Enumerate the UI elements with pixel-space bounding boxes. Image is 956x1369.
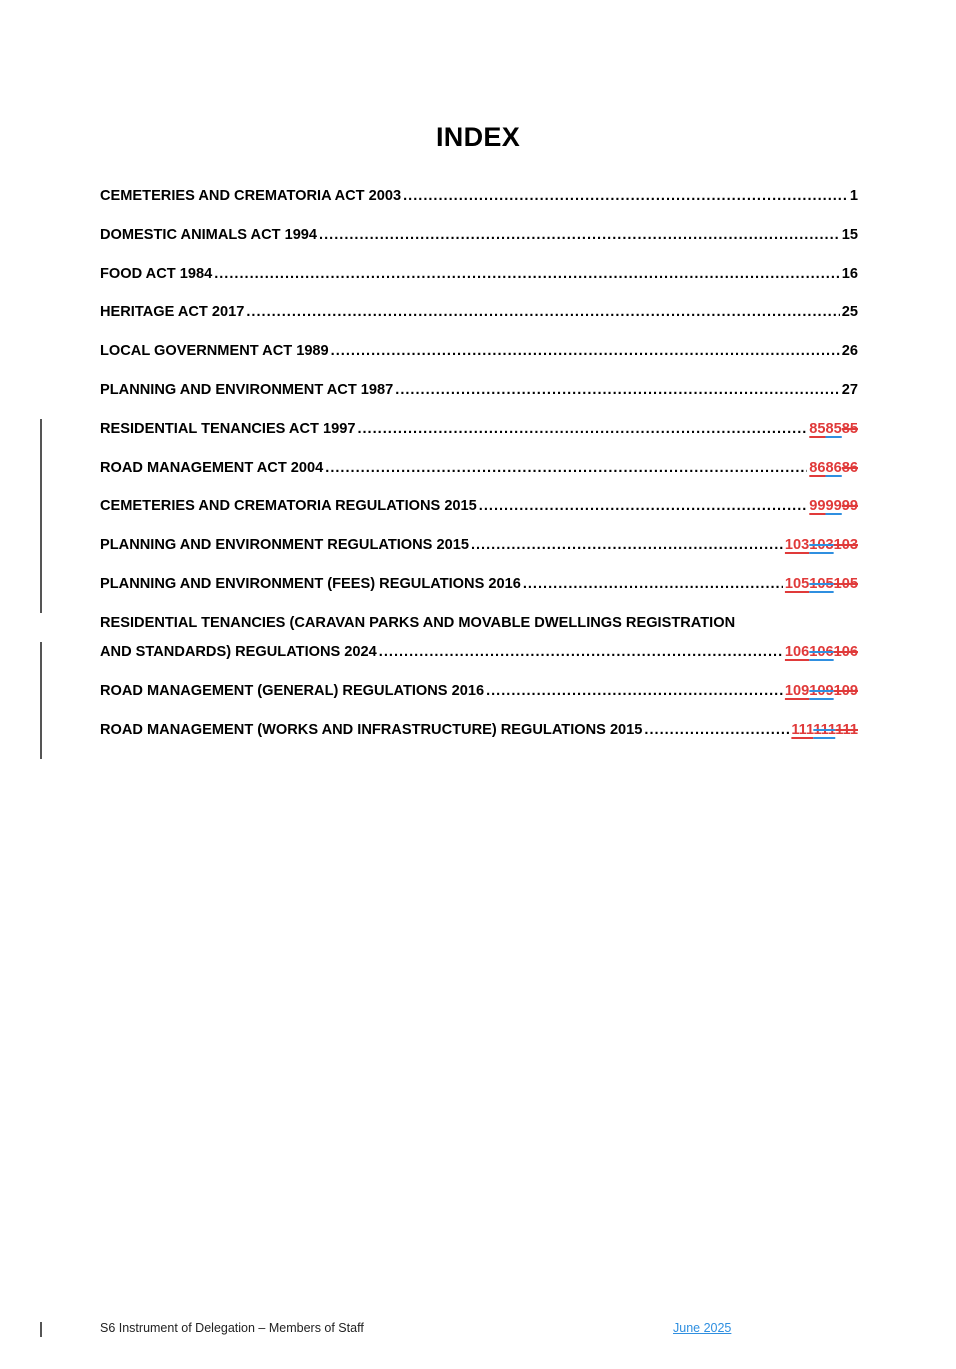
toc-leader-dots (403, 185, 848, 207)
deleted-page-number: 105 (833, 575, 858, 592)
toc-entry[interactable] (100, 534, 858, 573)
toc-entry[interactable] (100, 457, 858, 496)
deleted-page-number: 85 (841, 420, 858, 437)
inserted-page-number-revision: 86 (825, 459, 842, 476)
inserted-page-number-revision: 106 (809, 643, 834, 660)
toc-page-number[interactable] (809, 418, 858, 440)
toc-entry[interactable] (100, 680, 858, 719)
toc-page-number[interactable] (785, 641, 858, 663)
deleted-page-number: 99 (841, 498, 858, 515)
toc-leader-dots (214, 263, 840, 285)
inserted-page-number-revision: 103 (809, 537, 834, 554)
toc-page-number[interactable] (785, 534, 858, 556)
toc-leader-dots (479, 495, 808, 517)
toc-entry-title[interactable]: RESIDENTIAL TENANCIES ACT 1997 (100, 420, 356, 437)
toc-entry[interactable] (100, 573, 858, 612)
inserted-page-number-revision: 85 (825, 420, 842, 437)
change-bar (40, 1322, 42, 1337)
inserted-page-number-revision: 99 (825, 498, 842, 515)
toc-leader-dots (357, 418, 807, 440)
toc-entry[interactable] (100, 263, 858, 302)
toc-entry[interactable] (100, 612, 858, 671)
toc-leader-dots (331, 340, 840, 362)
toc-entry-title[interactable]: ROAD MANAGEMENT (WORKS AND INFRASTRUCTURE) REGULATIONS 2015 (100, 721, 643, 738)
toc-leader-dots (379, 641, 783, 663)
inserted-page-number-revision: 111 (813, 721, 836, 738)
toc-leader-dots (325, 457, 807, 479)
change-bar (40, 419, 42, 613)
toc-page-number[interactable] (785, 573, 858, 595)
toc-entry[interactable] (100, 185, 858, 224)
toc-leader-dots (523, 573, 783, 595)
toc-entry-title[interactable]: HERITAGE ACT 2017 (100, 304, 245, 321)
toc-entry[interactable] (100, 224, 858, 263)
toc-entry-title[interactable]: CEMETERIES AND CREMATORIA ACT 2003 (100, 188, 402, 204)
toc-entry-title[interactable]: ROAD MANAGEMENT (GENERAL) REGULATIONS 2016 (100, 682, 485, 699)
inserted-page-number: 111 (791, 721, 814, 738)
toc-page-number[interactable] (785, 680, 858, 702)
toc-entry[interactable] (100, 418, 858, 457)
toc-entry[interactable] (100, 340, 858, 379)
toc-page-number[interactable]: 27 (841, 381, 858, 398)
toc-page-number[interactable] (791, 719, 858, 741)
toc-leader-dots (319, 224, 840, 246)
toc-leader-dots (486, 680, 783, 702)
toc-entry-title[interactable]: FOOD ACT 1984 (100, 265, 213, 282)
toc-entry-title[interactable]: PLANNING AND ENVIRONMENT ACT 1987 (100, 381, 394, 398)
inserted-page-number: 103 (784, 537, 810, 554)
inserted-page-number: 106 (784, 643, 810, 660)
toc-entry-title[interactable]: LOCAL GOVERNMENT ACT 1989 (100, 343, 329, 360)
footer-date: June 2025 (673, 1321, 732, 1335)
inserted-page-number: 99 (809, 498, 826, 515)
deleted-page-number: 109 (833, 682, 858, 699)
toc-page-number[interactable]: 1 (849, 188, 858, 204)
toc-entry[interactable] (100, 719, 858, 758)
toc-leader-dots (471, 534, 783, 556)
deleted-page-number: 86 (841, 459, 858, 476)
deleted-page-number: 106 (833, 643, 858, 660)
toc-entry[interactable] (100, 495, 858, 534)
inserted-page-number-revision: 109 (809, 682, 834, 699)
toc-page-number[interactable]: 16 (841, 265, 858, 282)
toc-entry-title[interactable]: CEMETERIES AND CREMATORIA REGULATIONS 2015 (100, 498, 477, 515)
deleted-page-number: 103 (833, 537, 858, 554)
toc-page-number[interactable] (809, 495, 858, 517)
toc-entry-title[interactable]: DOMESTIC ANIMALS ACT 1994 (100, 226, 318, 243)
toc-entry-title[interactable]: RESIDENTIAL TENANCIES (CARAVAN PARKS AND MOVABLE DWELLINGS REGISTRATION (100, 614, 736, 631)
inserted-page-number: 86 (809, 459, 826, 476)
deleted-page-number: 111 (835, 721, 858, 738)
toc-leader-dots (644, 719, 789, 741)
toc-page-number[interactable] (809, 457, 858, 479)
toc-entry-title-continued[interactable]: AND STANDARDS) REGULATIONS 2024 (100, 643, 377, 660)
table-of-contents (100, 185, 858, 757)
toc-leader-dots (246, 301, 839, 323)
toc-entry[interactable] (100, 301, 858, 340)
page-title: INDEX (435, 122, 521, 152)
toc-entry-title[interactable]: PLANNING AND ENVIRONMENT REGULATIONS 2015 (100, 537, 469, 554)
change-bar (40, 642, 42, 759)
toc-entry[interactable] (100, 379, 858, 418)
toc-leader-dots (395, 379, 840, 401)
toc-entry-title[interactable]: PLANNING AND ENVIRONMENT (FEES) REGULATIONS 2016 (100, 575, 521, 592)
toc-page-number[interactable]: 15 (841, 226, 858, 243)
toc-entry-title[interactable]: ROAD MANAGEMENT ACT 2004 (100, 459, 324, 476)
toc-page-number[interactable]: 25 (841, 304, 858, 321)
inserted-page-number: 109 (784, 682, 810, 699)
toc-page-number[interactable]: 26 (841, 343, 858, 360)
inserted-page-number: 105 (784, 575, 810, 592)
footer-document-name: S6 Instrument of Delegation – Members of Staff (100, 1321, 364, 1335)
inserted-page-number: 85 (809, 420, 826, 437)
inserted-page-number-revision: 105 (809, 575, 834, 592)
